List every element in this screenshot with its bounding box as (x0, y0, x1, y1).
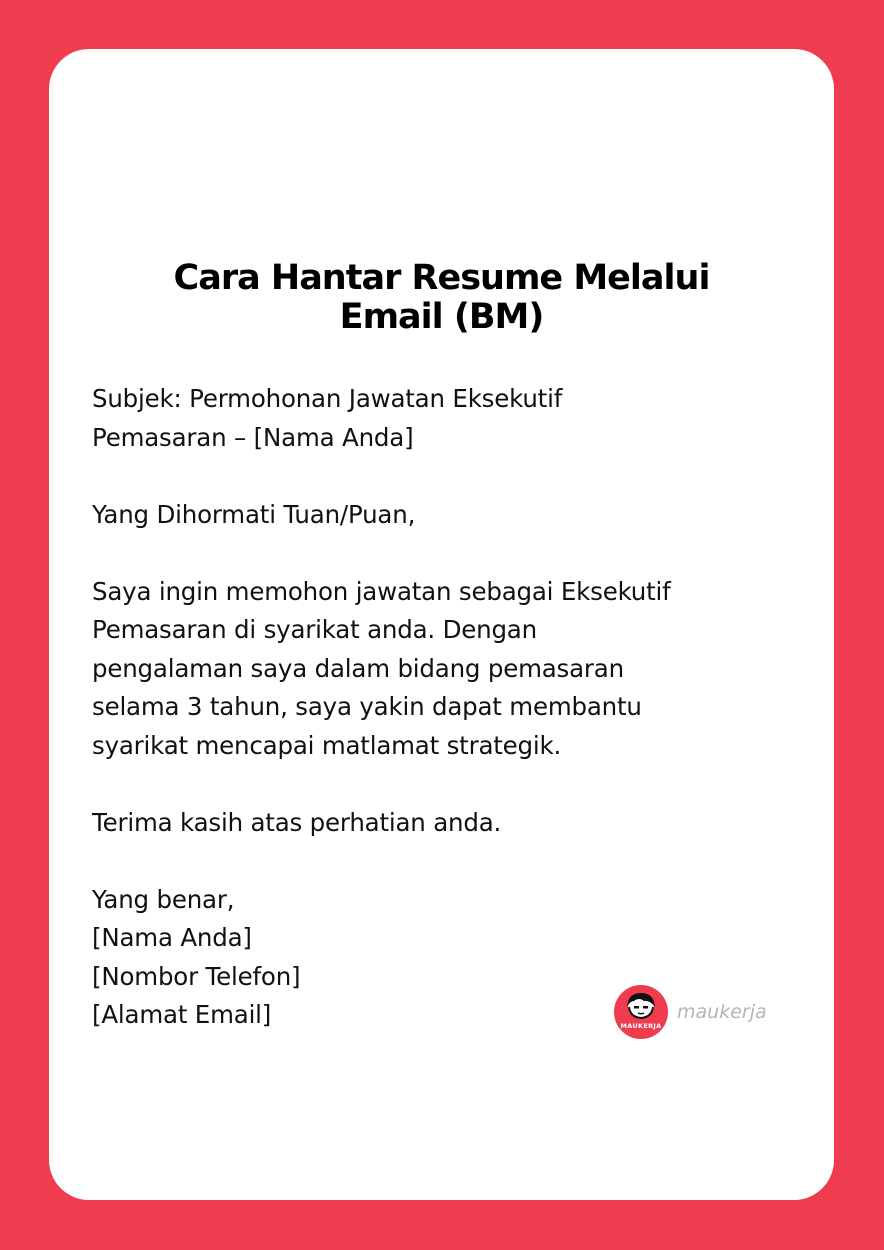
body-line: Saya ingin memohon jawatan sebagai Eksekutif (92, 576, 671, 606)
brand-name: maukerja (677, 1001, 767, 1023)
body-line: pengalaman saya dalam bidang pemasaran (92, 653, 624, 683)
subject-line-1: Subjek: Permohonan Jawatan Eksekutif (92, 384, 563, 413)
subject-block (92, 380, 792, 457)
email-placeholder: [Alamat Email] (92, 1000, 272, 1029)
badge-text: MAUKERJA (620, 1022, 662, 1030)
subject-line-2: Pemasaran – [Nama Anda] (92, 422, 414, 452)
page-title (49, 259, 834, 337)
name-placeholder: [Nama Anda] (92, 923, 252, 952)
maukerja-mascot-icon (614, 985, 668, 1039)
brand-logo (614, 985, 767, 1039)
body-paragraph (92, 573, 792, 766)
closing-line: Yang benar, (92, 884, 235, 914)
greeting (92, 496, 792, 535)
body-line: selama 3 tahun, saya yakin dapat membantu (92, 692, 642, 721)
thanks (92, 804, 792, 843)
phone-placeholder: [Nombor Telefon] (92, 961, 301, 991)
greeting-text: Yang Dihormati Tuan/Puan, (92, 499, 416, 529)
body-line: syarikat mencapai matlamat strategik. (92, 730, 562, 760)
body-line: Pemasaran di syarikat anda. Dengan (92, 615, 537, 644)
title-line-1: Cara Hantar Resume Melalui (173, 258, 710, 298)
email-letter (92, 380, 792, 1073)
mascot-face-icon (614, 985, 668, 1039)
title-line-2: Email (BM) (339, 297, 544, 337)
thanks-text: Terima kasih atas perhatian anda. (92, 807, 502, 837)
